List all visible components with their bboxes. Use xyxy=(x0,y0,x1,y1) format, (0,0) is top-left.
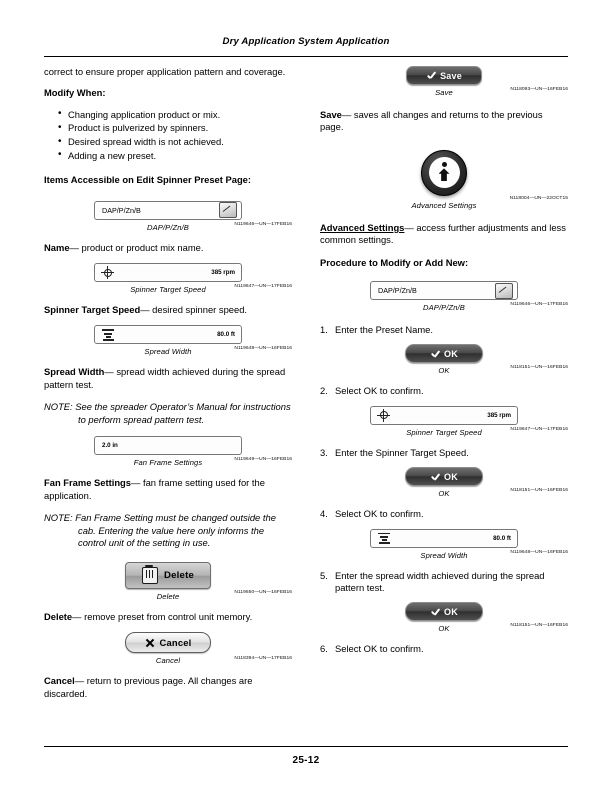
figure-caption: Cancel xyxy=(155,656,181,666)
ok-widget[interactable] xyxy=(349,344,539,363)
name-definition-term: Name xyxy=(44,241,70,253)
figure-caption: Spinner Target Speed xyxy=(130,285,206,294)
trash-icon xyxy=(142,567,158,584)
figure-delete-button xyxy=(44,562,292,601)
preset-name-input[interactable] xyxy=(94,201,242,220)
figure-advanced-settings xyxy=(320,150,568,210)
figure-code: N118151—UN—16FEB16 xyxy=(510,623,568,629)
list-item: • Adding a new preset. xyxy=(58,149,292,163)
edit-pencil-icon[interactable] xyxy=(495,283,513,299)
figure-save-button xyxy=(320,66,568,97)
spread-width-widget[interactable] xyxy=(349,529,539,548)
spinner-speed-input[interactable] xyxy=(94,263,242,282)
figure-caption: OK xyxy=(438,624,450,634)
delete-definition-term: Delete xyxy=(44,611,73,622)
figure-caption: Fan Frame Settings xyxy=(133,458,203,468)
header-divider xyxy=(44,56,568,57)
figure-caption: Spread Width xyxy=(144,347,192,357)
save-button-label: Save xyxy=(440,70,462,81)
check-icon xyxy=(430,607,439,616)
spinner-definition xyxy=(44,304,292,316)
save-definition-text: — saves all changes and returns to the previous page. xyxy=(320,109,543,133)
step-6 xyxy=(320,643,568,655)
spinner-speed-value: 385 rpm xyxy=(211,269,235,276)
advanced-settings-icon[interactable] xyxy=(421,150,467,196)
figure-code: N118151—UN—16FEB16 xyxy=(510,365,568,371)
note-label: NOTE: xyxy=(44,512,73,524)
preset-name-input[interactable] xyxy=(370,281,518,300)
name-definition xyxy=(44,242,292,254)
step-number: 4. xyxy=(320,508,328,520)
spinner-definition-term: Spinner Target Speed xyxy=(44,304,141,315)
spread-width-input[interactable] xyxy=(370,529,518,548)
x-icon xyxy=(145,638,154,647)
delete-definition xyxy=(44,611,292,623)
figure-code: N119648—UN—16FEB16 xyxy=(234,346,292,352)
figure-caption: Advanced Settings xyxy=(411,200,477,210)
page-number: 25-12 xyxy=(292,755,320,766)
spread-pattern-icon xyxy=(378,532,390,544)
figure-code: N119646—UN—17FEB16 xyxy=(234,221,292,227)
ok-button[interactable] xyxy=(405,344,483,363)
step-text: Enter the spread width achieved during the spread pattern test. xyxy=(335,569,545,594)
person-arrow-glyph xyxy=(436,162,452,183)
spinner-speed-widget[interactable] xyxy=(73,263,263,282)
figure-caption: DAP/P/Zn/B xyxy=(147,222,189,232)
figure-code: N119646—UN—17FEB16 xyxy=(510,302,568,308)
save-button[interactable] xyxy=(406,66,482,85)
list-item: • Desired spread width is not achieved. xyxy=(58,135,292,149)
spinner-speed-widget[interactable] xyxy=(349,406,539,425)
modify-when-list xyxy=(44,108,292,162)
note-text: See the spreader Operator’s Manual for instructions to perform spread pattern test. xyxy=(75,401,291,425)
figure-name-field xyxy=(44,201,292,232)
cancel-definition xyxy=(44,675,292,700)
advanced-definition xyxy=(320,222,568,247)
step-text: Enter the Spinner Target Speed. xyxy=(335,446,469,458)
spread-definition-term: Spread Width xyxy=(44,366,105,378)
figure-code: N119649—UN—16FEB16 xyxy=(234,457,292,463)
figure-code: N119650—UN—16FEB16 xyxy=(234,590,292,595)
figure-spread-width xyxy=(44,325,292,356)
delete-button[interactable] xyxy=(125,562,211,589)
fanframe-definition-term: Fan Frame Settings xyxy=(44,477,131,489)
figure-code: N119647—UN—17FEB16 xyxy=(234,284,292,289)
figure-ok-button-3 xyxy=(320,602,568,633)
check-icon xyxy=(430,349,439,358)
figure-code: N118093—UN—16FEB16 xyxy=(510,87,568,92)
procedure-steps xyxy=(320,324,568,656)
fan-frame-value: 2.0 in xyxy=(102,442,118,450)
edit-pencil-icon[interactable] xyxy=(219,202,237,218)
step-number: 2. xyxy=(320,385,328,397)
figure-spinner-speed xyxy=(44,263,292,294)
advanced-settings-widget[interactable] xyxy=(349,150,539,196)
figure-caption: OK xyxy=(438,489,450,499)
ok-button[interactable] xyxy=(405,467,483,486)
delete-widget[interactable] xyxy=(73,562,263,589)
check-icon xyxy=(426,71,435,80)
list-item: • Product is pulverized by spinners. xyxy=(58,121,292,135)
note-spread-pattern xyxy=(44,401,292,426)
items-accessible-heading: Items Accessible on Edit Spinner Preset Page: xyxy=(44,174,252,186)
figure-code: N119647—UN—17FEB16 xyxy=(510,426,568,432)
save-widget[interactable] xyxy=(349,66,539,85)
figure-code: N118394—UN—17FEB16 xyxy=(234,656,292,662)
name-definition-text: — product or product mix name. xyxy=(69,241,204,253)
list-item: • Changing application product or mix. xyxy=(58,108,292,122)
spinner-speed-value: 385 rpm xyxy=(487,411,511,419)
step-text: Enter the Preset Name. xyxy=(335,324,433,336)
step-text: Select OK to confirm. xyxy=(335,385,424,397)
cancel-button[interactable] xyxy=(125,632,211,653)
right-column xyxy=(320,66,568,664)
figure-name-field-procedure xyxy=(320,281,568,312)
delete-definition-text: — remove preset from control unit memory. xyxy=(72,611,253,622)
step-number: 1. xyxy=(320,324,328,336)
ok-button-label: OK xyxy=(444,348,458,359)
cancel-definition-term: Cancel xyxy=(44,675,75,687)
cancel-button-label: Cancel xyxy=(159,637,192,649)
fanframe-definition xyxy=(44,477,292,502)
spread-width-value: 80.0 ft xyxy=(217,331,235,339)
fan-frame-widget[interactable] xyxy=(73,436,263,455)
figure-caption: OK xyxy=(438,366,450,376)
figure-code: N118151—UN—16FEB16 xyxy=(510,488,568,494)
step-1 xyxy=(320,324,568,336)
figure-spread-width-procedure xyxy=(320,529,568,560)
fanframe-definition-text: — fan frame setting used for the application. xyxy=(44,477,265,501)
advanced-definition-term[interactable]: Advanced Settings xyxy=(320,221,405,233)
delete-button-label: Delete xyxy=(164,570,194,581)
ok-button[interactable] xyxy=(405,602,483,621)
spinner-crosshair-icon xyxy=(102,267,113,278)
name-field-widget[interactable] xyxy=(73,201,263,220)
cancel-definition-text: — return to previous page. All changes are discarded. xyxy=(44,675,253,699)
page-header xyxy=(44,36,568,47)
modify-when-heading: Modify When: xyxy=(44,87,106,99)
spinner-crosshair-icon xyxy=(378,410,389,421)
name-field-widget[interactable] xyxy=(349,281,539,300)
cancel-widget[interactable] xyxy=(73,632,263,653)
step-4 xyxy=(320,508,568,520)
figure-caption: Spread Width xyxy=(420,550,468,560)
advanced-settings-icon-inner xyxy=(429,157,460,188)
step-number: 5. xyxy=(320,569,328,581)
ok-widget[interactable] xyxy=(349,467,539,486)
save-definition xyxy=(320,109,568,134)
footer-divider xyxy=(44,746,568,747)
step-text: Select OK to confirm. xyxy=(335,508,424,520)
procedure-heading: Procedure to Modify or Add New: xyxy=(320,256,469,268)
figure-ok-button-2 xyxy=(320,467,568,498)
figure-caption: Save xyxy=(435,88,453,97)
step-2 xyxy=(320,385,568,397)
spinner-definition-text: — desired spinner speed. xyxy=(140,304,248,315)
step-5 xyxy=(320,570,568,595)
ok-widget[interactable] xyxy=(349,602,539,621)
step-number: 3. xyxy=(320,446,328,458)
figure-caption: Delete xyxy=(156,592,180,601)
advanced-definition-text: — access further adjustments and less common settings. xyxy=(320,221,566,246)
spread-width-input[interactable] xyxy=(94,325,242,344)
preset-name-value: DAP/P/Zn/B xyxy=(102,205,141,215)
spread-width-value: 80.0 ft xyxy=(493,534,511,542)
fan-frame-input[interactable] xyxy=(94,436,242,455)
note-label: NOTE: xyxy=(44,401,73,413)
figure-fan-frame xyxy=(44,436,292,467)
figure-code: N118004—UN—22OCT15 xyxy=(509,195,568,201)
figure-ok-button-1 xyxy=(320,344,568,375)
left-column xyxy=(44,66,292,709)
ok-button-label: OK xyxy=(444,606,458,617)
step-text: Select OK to confirm. xyxy=(335,643,424,655)
spread-width-widget[interactable] xyxy=(73,325,263,344)
spread-definition-text: — spread width achieved during the spread pattern test. xyxy=(44,366,286,390)
step-number: 6. xyxy=(320,643,328,655)
preset-name-value: DAP/P/Zn/B xyxy=(378,286,417,296)
note-fan-frame xyxy=(44,512,292,550)
check-icon xyxy=(430,472,439,481)
figure-cancel-button xyxy=(44,632,292,665)
spinner-speed-input[interactable] xyxy=(370,406,518,425)
step-3 xyxy=(320,447,568,459)
header-title: Dry Application System Application xyxy=(222,36,390,47)
ok-button-label: OK xyxy=(444,471,458,482)
figure-spinner-speed-procedure xyxy=(320,406,568,437)
figure-caption: Spinner Target Speed xyxy=(406,427,482,437)
spread-definition xyxy=(44,366,292,391)
figure-code: N119648—UN—16FEB16 xyxy=(510,549,568,555)
save-definition-term: Save xyxy=(320,109,342,120)
figure-caption: DAP/P/Zn/B xyxy=(423,303,465,313)
spread-pattern-icon xyxy=(102,329,114,341)
note-text: Fan Frame Setting must be changed outside the cab. Entering the value here only informs the control unit of the setting in use. xyxy=(75,512,276,549)
intro-paragraph: correct to ensure proper application pattern and coverage. xyxy=(44,66,286,77)
